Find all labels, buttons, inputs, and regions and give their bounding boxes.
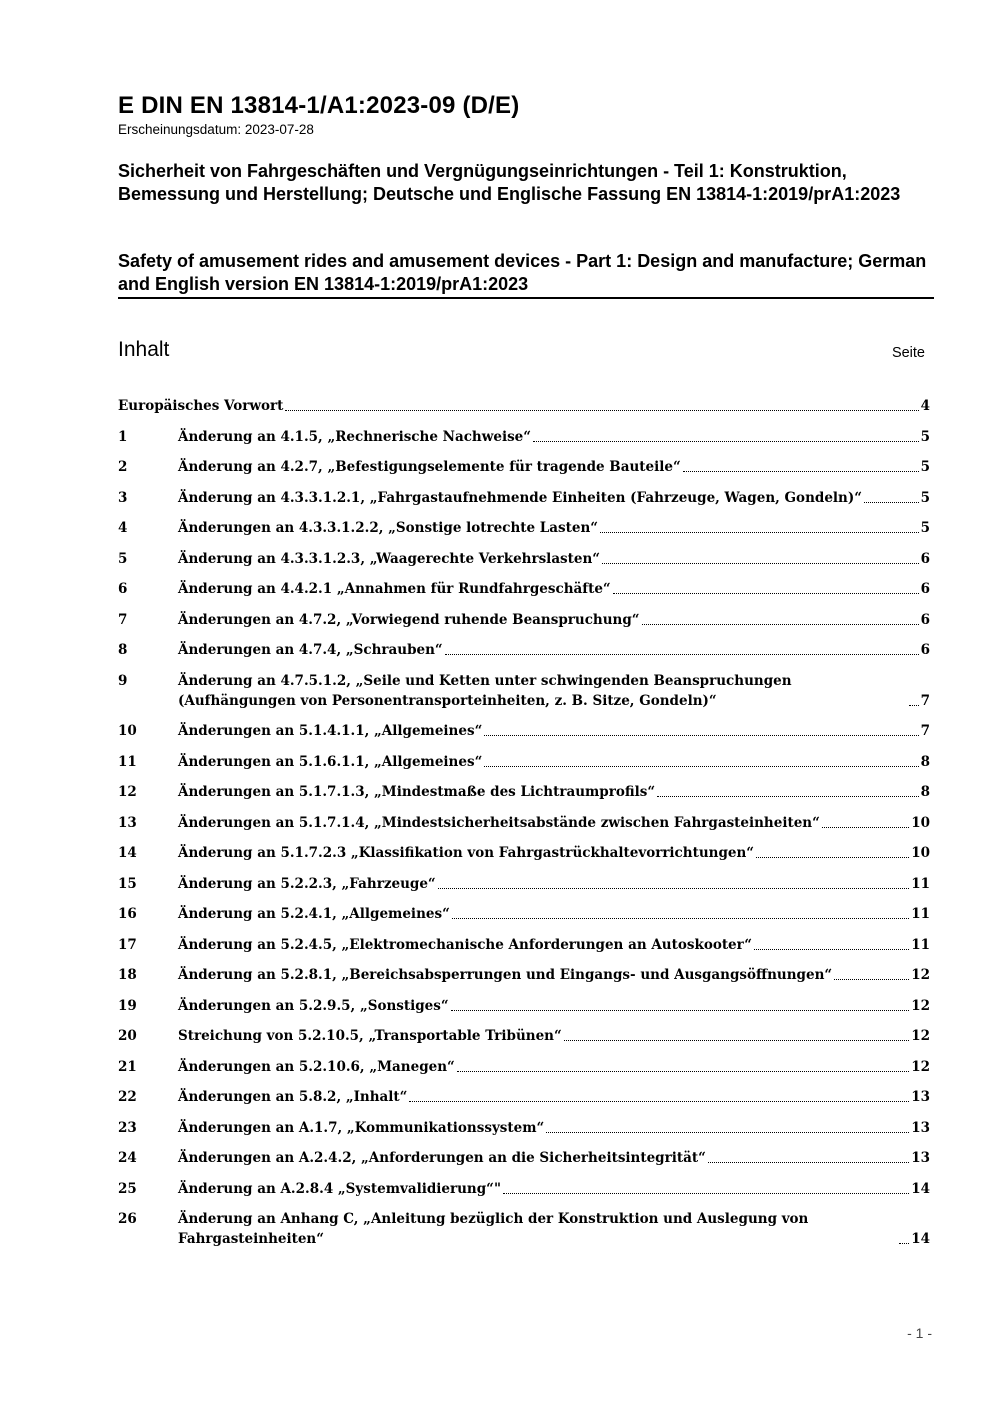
- toc-entry[interactable]: [118, 782, 930, 802]
- toc-entries: [118, 427, 930, 1250]
- toc-entry-page: 6: [920, 550, 930, 567]
- toc-leader-dots: [834, 979, 909, 980]
- toc-entry-page: 6: [920, 611, 930, 628]
- toc-entry-body: [178, 457, 930, 477]
- toc-entry[interactable]: [118, 996, 930, 1016]
- toc-entry-page: 12: [911, 967, 930, 983]
- toc-entry-text: Änderungen an A.2.4.2, „Anforderungen an die Sicherheitsintegrität“: [178, 1150, 706, 1166]
- toc-entry-page: 8: [920, 784, 930, 800]
- toc-entry[interactable]: [118, 965, 930, 985]
- toc-entry-body: [178, 488, 930, 508]
- toc-entry-page: 12: [911, 997, 930, 1014]
- toc-entry-page: 6: [920, 581, 930, 597]
- toc-leader-dots: [457, 1071, 909, 1072]
- toc-leader-dots: [657, 796, 918, 797]
- toc-entry-body: [178, 1026, 930, 1046]
- toc-entry-number: 21: [118, 1058, 137, 1075]
- toc-entry-page: 14: [911, 1231, 930, 1247]
- toc-entry-number: 12: [118, 784, 137, 800]
- page-column-label: Seite: [891, 345, 925, 361]
- toc-entry-page: 13: [911, 1150, 930, 1166]
- toc-entry[interactable]: [118, 813, 930, 833]
- title-english: Safety of amusement rides and amusement devices - Part 1: Design and manufacture; German and English version EN 13814-1:2019/prA1:2023: [118, 251, 927, 294]
- toc-entry-number: 8: [118, 642, 128, 658]
- toc-leader-dots: [613, 593, 919, 594]
- toc-entry-page: 5: [920, 489, 930, 506]
- toc-entry-text: Änderungen an 5.1.7.1.4, „Mindestsicherheitsabstände zwischen Fahrgasteinheiten“: [178, 814, 820, 831]
- toc-entry-body: [178, 752, 930, 772]
- toc-entry-body: [178, 843, 930, 863]
- toc-entry-number: 22: [118, 1089, 137, 1105]
- toc-entry-number: 26: [118, 1211, 137, 1227]
- page-number: - 1 -: [907, 1325, 932, 1341]
- toc-leader-dots: [546, 1132, 909, 1133]
- publication-date: Erscheinungsdatum: 2023-07-28: [118, 122, 314, 137]
- toc-entry[interactable]: [118, 1148, 930, 1168]
- toc-entry-number: 7: [118, 611, 128, 628]
- toc-leader-dots: [756, 857, 909, 858]
- toc-entry[interactable]: [118, 488, 930, 508]
- toc-entry-page: 5: [920, 459, 930, 475]
- toc-leader-dots: [451, 1010, 910, 1011]
- toc-entry[interactable]: [118, 721, 930, 741]
- toc-entry-body: [178, 610, 930, 630]
- toc-leader-dots: [600, 532, 919, 533]
- toc-entry-text: Änderungen an 4.7.2, „Vorwiegend ruhende Beanspruchung“: [178, 611, 640, 628]
- toc-entry-body: [178, 518, 930, 538]
- toc-leader-dots: [285, 410, 918, 411]
- toc-entry[interactable]: [118, 904, 930, 924]
- title-divider: [118, 297, 934, 299]
- toc-entry-body: [178, 721, 930, 741]
- contents-heading: Inhalt: [118, 338, 170, 361]
- toc-leader-dots: [438, 888, 910, 889]
- toc-leader-dots: [864, 502, 919, 503]
- toc-entry-body: [118, 396, 930, 416]
- toc-entry[interactable]: [118, 518, 930, 538]
- toc-entry-page: 8: [920, 753, 930, 770]
- toc-entry-page: 11: [911, 875, 930, 892]
- toc-entry-page: 13: [911, 1089, 930, 1105]
- toc-entry-page: 10: [911, 814, 930, 831]
- toc-leader-dots: [642, 624, 919, 625]
- toc-entry-text: Änderung an 5.2.2.3, „Fahrzeuge“: [178, 875, 436, 892]
- toc-entry-number: 14: [118, 845, 137, 861]
- toc-entry-number: 11: [118, 753, 137, 770]
- toc-leader-dots: [503, 1193, 909, 1194]
- toc-entry[interactable]: [118, 1087, 930, 1107]
- toc-entry-number: 19: [118, 997, 137, 1014]
- toc-entry-number: 10: [118, 723, 137, 739]
- toc-entry-text: Änderung an 5.2.4.5, „Elektromechanische Anforderungen an Autoskooter“: [178, 936, 753, 953]
- toc-entry-body: [178, 671, 930, 711]
- toc-entry-body: [178, 996, 930, 1016]
- toc-entry-body: [178, 1179, 930, 1199]
- toc-entry-page: 11: [911, 936, 930, 953]
- toc-entry[interactable]: [118, 1057, 930, 1077]
- toc-entry-body: [178, 427, 930, 447]
- toc-entry-page: 10: [911, 845, 930, 861]
- toc-entry-number: 13: [118, 814, 137, 831]
- toc-entry-text: Änderungen an 5.1.7.1.3, „Mindestmaße des Lichtraumprofils“: [178, 784, 656, 800]
- toc-entry-body: [178, 1209, 930, 1249]
- toc-entry-number: 23: [118, 1119, 137, 1136]
- toc-entry-text: Änderung an 4.3.3.1.2.1, „Fahrgastaufnehmende Einheiten (Fahrzeuge, Wagen, Gondeln)“: [178, 489, 863, 506]
- toc-entry-number: 1: [118, 428, 128, 445]
- toc-entry[interactable]: [118, 1209, 930, 1249]
- toc-leader-dots: [754, 949, 909, 950]
- toc-leader-dots: [484, 735, 918, 736]
- title-german: Sicherheit von Fahrgeschäften und Vergnügungseinrichtungen - Teil 1: Konstruktion, Bemessung und Herstellung; Deutsche und Englische Fassung EN 13814-1:2019/prA1:2023: [118, 161, 901, 204]
- toc-entry-body: [178, 904, 930, 924]
- toc-entry-text: Änderungen an 4.7.4, „Schrauben“: [178, 642, 443, 658]
- toc-entry[interactable]: [118, 874, 930, 894]
- toc-entry-text: Änderung an 4.1.5, „Rechnerische Nachweise“: [178, 428, 532, 445]
- toc-leader-dots: [409, 1101, 909, 1102]
- toc-entry-number: 6: [118, 581, 128, 597]
- toc-entry-page: 11: [911, 906, 930, 922]
- toc-leader-dots: [909, 705, 919, 706]
- toc-entry[interactable]: [118, 1026, 930, 1046]
- toc-entry-number: 3: [118, 489, 128, 506]
- toc-entry-text: Änderung an 4.2.7, „Befestigungselemente für tragende Bauteile“: [178, 459, 681, 475]
- toc-entry-number: 16: [118, 906, 137, 922]
- toc-entry-body: [178, 640, 930, 660]
- toc-entry-text: Änderung an A.2.8.4 „Systemvalidierung“": [178, 1180, 501, 1197]
- toc-entry-body: [178, 874, 930, 894]
- toc-leader-dots: [683, 471, 919, 472]
- toc-entry-number: 5: [118, 550, 128, 567]
- toc-entry-body: [178, 935, 930, 955]
- toc-entry-text: Änderung an 4.3.3.1.2.3, „Waagerechte Verkehrslasten“: [178, 550, 601, 567]
- toc-entry-body: [178, 965, 930, 985]
- toc-entry-text: Änderungen an 5.1.6.1.1, „Allgemeines“: [178, 753, 483, 770]
- toc-entry[interactable]: [118, 427, 930, 447]
- toc-entry[interactable]: [118, 610, 930, 630]
- toc-leader-dots: [445, 654, 919, 655]
- toc-entry-body: [178, 813, 930, 833]
- toc-entry-text: Änderung an 5.1.7.2.3 „Klassifikation von Fahrgastrückhaltevorrichtungen“: [178, 845, 755, 861]
- toc-entry-body: [178, 1057, 930, 1077]
- toc-entry-text: Streichung von 5.2.10.5, „Transportable Tribünen“: [178, 1028, 562, 1044]
- toc-entry[interactable]: [118, 1179, 930, 1199]
- toc-leader-dots: [822, 827, 909, 828]
- toc-entry[interactable]: [118, 1118, 930, 1138]
- toc-entry[interactable]: [118, 935, 930, 955]
- toc-entry-body: [178, 1148, 930, 1168]
- document-id: E DIN EN 13814-1/A1:2023-09 (D/E): [118, 92, 520, 119]
- toc-entry-foreword[interactable]: [118, 396, 930, 416]
- toc-entry-text: Änderungen an 5.2.9.5, „Sonstiges“: [178, 997, 449, 1014]
- toc-entry-text: Änderungen an A.1.7, „Kommunikationssystem“: [178, 1119, 545, 1136]
- toc-entry-body: [178, 549, 930, 569]
- toc-entry[interactable]: [118, 457, 930, 477]
- toc-leader-dots: [708, 1162, 909, 1163]
- toc-entry-text: Änderung an 4.7.5.1.2, „Seile und Ketten unter schwingenden Beanspruchungen (Aufhängungen von Personentransporteinheiten, z. B. Sitze, Gondeln)“: [178, 672, 792, 709]
- toc-entry-page: 12: [911, 1058, 930, 1075]
- toc-entry-text: Änderungen an 5.8.2, „Inhalt“: [178, 1089, 408, 1105]
- toc-entry-number: 25: [118, 1180, 137, 1197]
- toc-entry-number: 18: [118, 967, 137, 983]
- toc-entry-number: 4: [118, 520, 128, 536]
- toc-entry-page: 7: [920, 692, 930, 709]
- toc-leader-dots: [484, 766, 918, 767]
- toc-entry-text: Änderung an 5.2.8.1, „Bereichsabsperrungen und Eingangs- und Ausgangsöffnungen“: [178, 967, 833, 983]
- toc-entry-page: 14: [911, 1180, 930, 1197]
- toc-leader-dots: [452, 918, 909, 919]
- toc-entry-number: 9: [118, 672, 128, 689]
- toc-entry-page: 5: [920, 428, 930, 445]
- toc-entry-page: 4: [920, 398, 930, 414]
- table-of-contents: [118, 396, 930, 1260]
- toc-entry-number: 20: [118, 1028, 137, 1044]
- toc-entry-number: 15: [118, 875, 137, 892]
- toc-entry[interactable]: [118, 549, 930, 569]
- toc-entry-text: Änderungen an 4.3.3.1.2.2, „Sonstige lotrechte Lasten“: [178, 520, 599, 536]
- toc-entry[interactable]: [118, 579, 930, 599]
- toc-entry-body: [178, 1118, 930, 1138]
- toc-leader-dots: [602, 563, 919, 564]
- toc-entry-text: Änderung an 4.4.2.1 „Annahmen für Rundfahrgeschäfte“: [178, 581, 611, 597]
- toc-entry-body: [178, 579, 930, 599]
- toc-leader-dots: [564, 1040, 909, 1041]
- toc-entry-page: 13: [911, 1119, 930, 1136]
- toc-entry-text: Europäisches Vorwort: [118, 398, 284, 414]
- toc-entry[interactable]: [118, 640, 930, 660]
- toc-entry-page: 7: [920, 723, 930, 739]
- toc-entry-text: Änderungen an 5.2.10.6, „Manegen“: [178, 1058, 455, 1075]
- toc-entry-number: 24: [118, 1150, 137, 1166]
- toc-entry[interactable]: [118, 671, 930, 711]
- toc-entry-body: [178, 1087, 930, 1107]
- toc-entry-text: Änderung an Anhang C, „Anleitung bezüglich der Konstruktion und Auslegung von Fahrgasteinheiten“: [178, 1211, 809, 1247]
- toc-entry-page: 6: [920, 642, 930, 658]
- toc-entry-text: Änderung an 5.2.4.1, „Allgemeines“: [178, 906, 450, 922]
- toc-entry-number: 17: [118, 936, 137, 953]
- toc-entry-page: 12: [911, 1028, 930, 1044]
- toc-entry[interactable]: [118, 843, 930, 863]
- toc-entry-body: [178, 782, 930, 802]
- toc-leader-dots: [899, 1243, 909, 1244]
- toc-entry-page: 5: [920, 520, 930, 536]
- toc-entry-text: Änderungen an 5.1.4.1.1, „Allgemeines“: [178, 723, 483, 739]
- toc-entry[interactable]: [118, 752, 930, 772]
- toc-entry-number: 2: [118, 459, 128, 475]
- toc-leader-dots: [533, 441, 919, 442]
